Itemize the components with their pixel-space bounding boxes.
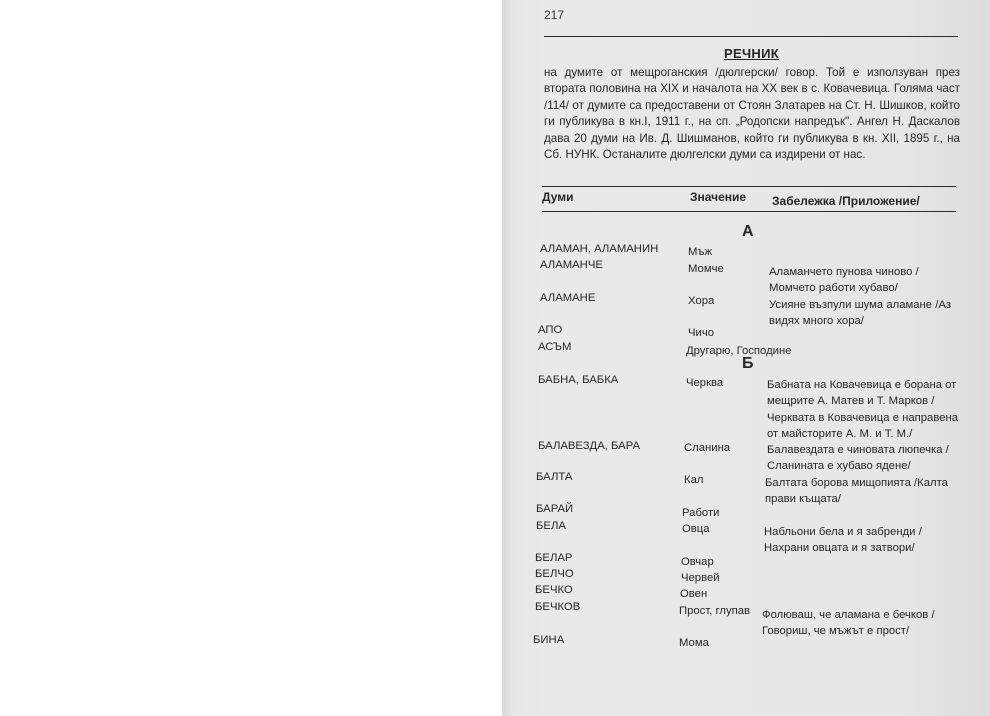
entry-meaning: Момче	[688, 263, 724, 275]
entry-word: АСЪМ	[538, 341, 572, 353]
entry-word: БАЛТА	[536, 471, 573, 483]
table-header-rule	[542, 211, 956, 212]
entry-word: АЛАМАНЧЕ	[540, 259, 603, 271]
entry-note: Набльони бела и я забренди /Нахрани овцата и я затвори/	[764, 526, 922, 555]
letter-heading-b: Б	[742, 355, 754, 372]
intro-paragraph: на думите от мещроганския /дюлгерски/ говор. Той е използуван през втората половина на XIX и началота на XX век в с. Ковачевица. Голяма част /114/ от думите са предоставени от Стоян Златарев на Ст. Н. Шишков, който ги публикува в кн.I, 1911 г., на сп. „Родопски напредък". Ангел Н. Даскалов дава 20 думи на Ив. Д. Шишманов, който ги публикува в кн. XII, 1895 г., на Сб. НУНК. Останалите дюлгелски думи са издирени от нас.	[544, 66, 960, 162]
entry-word: БЕЛЧО	[535, 568, 574, 580]
entry-word: АПО	[538, 324, 563, 336]
entry-word: БЕЧКО	[535, 584, 573, 596]
entry-meaning: Прост, глупав	[679, 605, 751, 617]
entry-word: АЛАМАН, АЛАМАНИН	[540, 243, 659, 255]
entry-note: Аламанчето пунова чиново /Момчето работи хубаво/	[769, 266, 919, 295]
entry-word: БЕЛАР	[535, 552, 573, 564]
column-header-note: Забележка /Приложение/	[772, 194, 920, 208]
entry-note: Бабната на Ковачевица е борана от мещрите А. Матев и Т. Марков /Черквата в Ковачевица е направена от майсторите А. М. и Т. М./	[767, 379, 959, 441]
entry-meaning: Работи	[682, 507, 720, 519]
entry-word: БАРАЙ	[536, 503, 574, 515]
entry-meaning: Черква	[686, 377, 724, 389]
entry-meaning: Чичо	[688, 327, 715, 339]
page-number: 217	[544, 8, 565, 22]
page-title: РЕЧНИК	[724, 46, 779, 61]
column-header-words: Думи	[542, 190, 574, 204]
entry-meaning: Мъж	[688, 246, 713, 258]
column-header-meaning: Значение	[690, 190, 747, 204]
entry-note: Фолюваш, че аламана е бечков /Говориш, че мъжът е прост/	[762, 609, 935, 638]
entry-word: БАЛАВЕЗДА, БАРА	[538, 440, 641, 452]
entry-meaning: Сланина	[684, 442, 731, 454]
entry-meaning: Овен	[680, 588, 708, 600]
entry-meaning: Хора	[688, 295, 715, 307]
header-rule	[544, 36, 958, 37]
entry-meaning: Мома	[679, 637, 709, 649]
entry-note: Балавездата е чиновата люпечка /Сланината е хубаво ядене/	[767, 444, 949, 473]
entry-note: Балтата борова мищопията /Калта прави къщата/	[765, 477, 948, 506]
entry-word: БЕЛА	[536, 520, 566, 532]
entry-note: Усияне възпули шума аламане /Аз видях много хора/	[769, 299, 952, 328]
entry-meaning: Другарю, Господине	[686, 345, 792, 357]
entry-word: БЕЧКОВ	[535, 601, 581, 613]
entry-word: БИНА	[533, 634, 565, 646]
entry-meaning: Кал	[684, 474, 704, 486]
entry-word: АЛАМАНЕ	[540, 292, 596, 304]
entry-meaning: Овчар	[681, 556, 714, 568]
entry-word: БАБНА, БАБКА	[538, 374, 619, 386]
table-top-rule	[542, 186, 956, 187]
entry-meaning: Червей	[681, 572, 720, 584]
right-page	[502, 0, 990, 716]
entry-meaning: Овца	[682, 523, 710, 535]
letter-heading-a: А	[742, 223, 754, 240]
